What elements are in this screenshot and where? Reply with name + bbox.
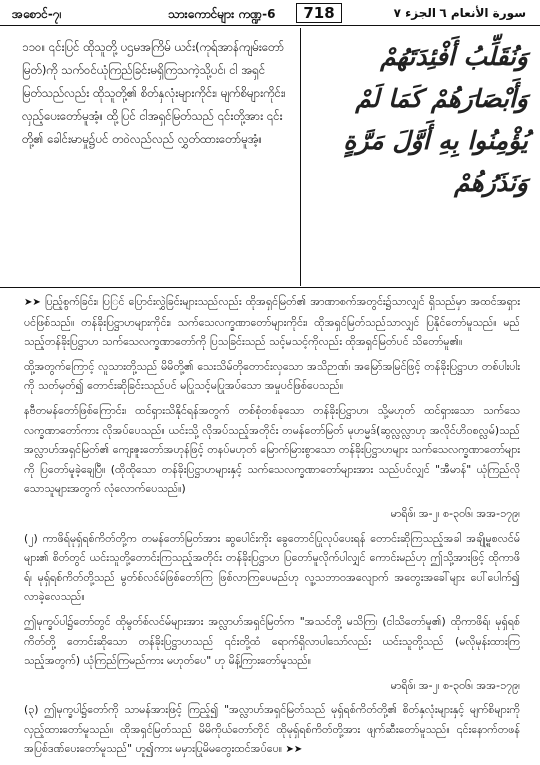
page-number: 718: [296, 3, 342, 23]
note-number: (၂): [24, 531, 38, 545]
page-header: [0, 0, 540, 24]
paragraph-text: ကာဖိရ်မုရှ်ရစ်ကိတ်တို့က တမန်တော်မြတ်အား ဆွပေါင်းကိုး ခွေတောင်ပြုလုပ်ပေးရန် တောင်းဆိုကြသည့်အခါ အချို့မူစလင်မ်များ၏ စိတ်တွင် ယင်းသူတို့တောင်းကြသည့်အတိုင်း တန်ခိုးပြဋ္ဌာဟ ပြတော်မူလိုက်ပါလျှင် ကောင်းမည်ဟု ဤသို့အားဖြင့် ထိုကာဖိရ်၊ မုရှ်ရစ်ကိတ်တို့သည် မွတ်စ်လင်မ်ဖြစ်တော်ကြ ဖြစ်လာကြပေမည်ဟု လူ့သဘာဝအလျောက် အတွေးအခေါ်များ ပေါ်ပေါက်၍ လာခဲ့လေသည်။: [24, 531, 521, 604]
commentary-paragraph: [24, 700, 520, 760]
juz-label: الجزء ٧: [393, 6, 436, 20]
paragraph-text: ပြည့်စွက်ခြင်း၊ ပြြင် ပြောင်းလွှဲခြင်းများသည်လည်း ထိုအရှင်မြတ်၏ အာဏာစက်အတွင်း၌သာလျှင် ရှိသည်မှာ အထင်အရှားပင်ဖြစ်သည်။ တန်ခိုးပြဋ္ဌာဟများကိုင်း၊ သက်သေလက္ခဏာတော်များကိုင်း၊ ထိုအရှင်မြတ်သည်သာလျှင် ပြနိုင်တော်မူသည်။ မည်သည့်တန်ခိုးပြဋ္ဌာဟ သက်သေလက္ခဏာတော်ကို ပြသခြင်းသည် သင့်မသင့်ကိုလည်း ထိုအရှင်မြတ်ပင် သိတော်မူ၏။: [24, 295, 520, 349]
citation: မာရိဖ်၊ အ-၂၊ စ-၃၀၆၊ အအ-၁၇၉၊: [390, 678, 520, 692]
paragraph-text: ဤမုက္ခပါ၌တော်ကို သာမန်အားဖြင့် ကြည့်၍ "အလ္လာဟ်အရှင်မြတ်သည် မုရှ်ရစ်ကိတ်တို့၏ စိတ်နှလုံးများနှင့် မျက်စိများကို လှည့်ထားတော်မူသည်။ ထိုအရှင်မြတ်သည် မိမိကိုယ်တော်တိုင် ထိုမုရှ်ရစ်ကိတ်တို့အား ဖျက်ဆီးတော်မူသည်။ ၎င်းနောက်တဖန်အပြစ်ဒဏ်ပေးတော်မူသည်" ဟူ၍ကား မမှားပြုမိမတွေးထင်အပ်ပေ။: [24, 703, 520, 756]
note-number: (၃): [24, 703, 39, 717]
commentary-paragraph: ဤမုက္ခပ်ပါ၌တော်တွင် ထိုမွတ်စ်လင်မ်များအား အလ္လာဟ်အရှင်မြတ်က "အသင်တို့ မသိကြ၊ (ငါသိတော်မူ၏) ထိုကာဖိရ်၊ မုရှ်ရစ်ကိတ်တို့ တောင်းဆိုသော တန်ခိုးပြဋ္ဌာဟသည် ၎င်းတို့ထံ ရောက်ရှိလာပါသော်လည်း ယင်းသူတို့သည် (မလိုမုန်းထားကြသည့်အတွက်) ယုံကြည်ကြမည်ကား မဟုတ်ပေ" ဟု မိန့်ကြားတော်မူသည်။: [24, 614, 520, 668]
commentary-paragraph: [24, 292, 520, 352]
header-rule: [0, 25, 540, 26]
arabic-verse: وَنُقَلِّبُ أَفْئِدَتَهُمْ وَأَبْصَارَهُمْ كَمَا لَمْ يُؤْمِنُوا بِهِ أَوَّلَ مَرَّةٍ وَنَذَرُهُمْ: [343, 42, 528, 197]
citation: မာရိဖ်၊ အ-၂၊ စ-၃၀၆၊ အအ-၁၇၉၊: [390, 506, 520, 520]
commentary-paragraph: နဗီတမန်တော်ဖြစ်ကြောင်း၊ ထင်ရှားသိနိုင်ရန်အတွက် တစ်စုံတစ်ခုသော တန်ခိုးပြဋ္ဌာဟ၊ သို့မဟုတ် ထင်ရှားသော သက်သေလက္ခဏာတော်ကား လိုအပ်ပေသည်။ ယင်းသို့ လိုအပ်သည့်အတိုင်း တမန်တော်မြတ် မုဟမ္မဒ်(ဆွလ္လလ္လာဟု အလိုင်ဟိဝစလ္လမ်)သည် အလ္လာဟ်အရှင်မြတ်၏ ကျေးဇူးတော်အဟုန်ဖြင့် တနပ်မဟုတ် မြောက်မြားစွာသော တန်ခိုးပြဋ္ဌာဟများ သက်သေလက္ခဏာတော်များကို ပြတော်မူခဲ့ချေပြီ။ (ထိုထိုသော တန်ခိုးပြဋ္ဌာဟများနှင့် သက်သေလက္ခဏာတော်များအား သည်ပင်လျှင် "အီမာန်" ယုံကြည်လိုသောသူများအတွက် လုံလောက်ပေသည်။): [24, 403, 520, 496]
volume-label: အစောင်-၇၊: [12, 7, 62, 21]
commentary-paragraph: ထို့အတွက်ကြောင့် လူသားတို့သည် မိမိတို့၏ သေးသိမ်တိုတောင်းလှသော အသိဉာဏ်၊ အမြော်အမြင်ဖြင့် တန်ခိုးပြဋ္ဌာဟ တစ်ပါးပါးကို သတ်မှတ်၍ တောင်းဆိုခြင်းသည်ပင် မပြုသင့်မပြုအပ်သော အမှုပင်ဖြစ်ပေသည်။: [24, 359, 520, 393]
arrow-marker: ➤➤: [24, 297, 41, 308]
commentary-paragraph: [24, 529, 520, 607]
section-label: သားကောင်များ ကဏ္ဍ-6: [168, 7, 276, 21]
commentary: [24, 292, 520, 765]
column-divider: [300, 28, 301, 286]
arrow-marker: ➤➤: [285, 744, 303, 756]
surah-label: سورة الأنعام ٦: [439, 6, 526, 20]
verse-translation: ၁၁၀။ ၎င်းပြင် ထိုသူတို့ ပဌမအကြိမ် ယင်း(ကုရ်အာန်ကျမ်းတော်မြတ်)ကို သက်ဝင်ယုံကြည်ခြင်းမရှိကြသကဲ့သို့ပင်၊ ငါ အရှင်မြတ်သည်လည်း ထိုသူတို့၏ စိတ်နှလုံးများကိုင်း၊ မျက်စိများကိုင်း၊ လှည့်ပေးတော်မူအံ့။ ထို့ပြင် ငါအရှင်မြတ်သည် ၎င်းတို့အား ၎င်းတို့၏ ခေါင်းမာမှု၌ပင် တဝဲလည်လည် လွှတ်ထားတော်မူအံ့။: [22, 40, 286, 146]
section-rule: [0, 287, 540, 288]
